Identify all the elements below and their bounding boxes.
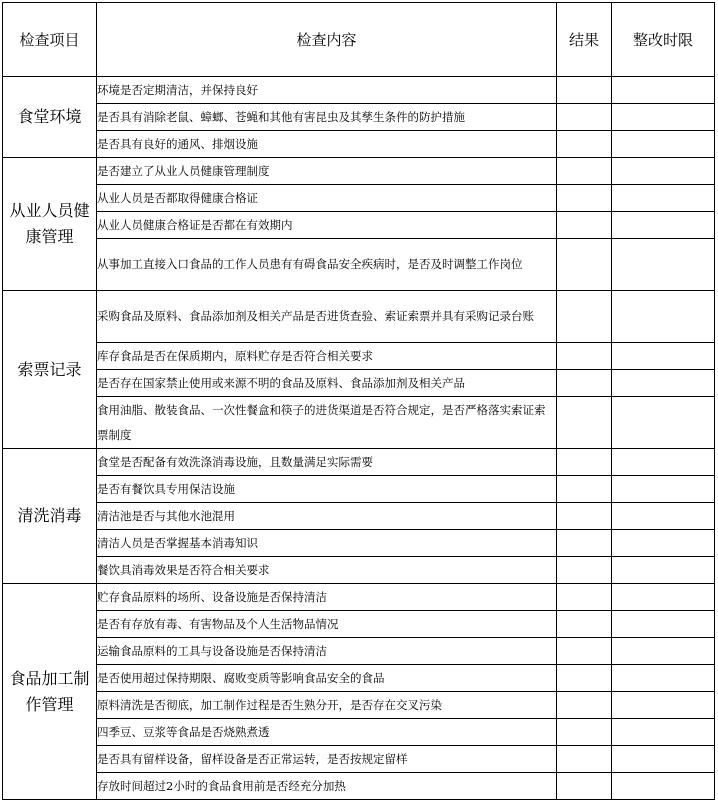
result-cell[interactable] bbox=[557, 638, 612, 665]
header-deadline: 整改时限 bbox=[612, 3, 715, 77]
content-cell: 环境是否定期清洁，并保持良好 bbox=[97, 77, 557, 104]
category-cell: 食堂环境 bbox=[3, 77, 97, 158]
deadline-cell[interactable] bbox=[612, 584, 715, 611]
content-cell: 是否具有良好的通风、排烟设施 bbox=[97, 131, 557, 158]
content-cell: 是否具有消除老鼠、蟑螂、苍蝇和其他有害昆虫及其孳生条件的防护措施 bbox=[97, 104, 557, 131]
content-cell: 是否建立了从业人员健康管理制度 bbox=[97, 158, 557, 185]
result-cell[interactable] bbox=[557, 719, 612, 746]
result-cell[interactable] bbox=[557, 503, 612, 530]
content-cell: 清洁人员是否掌握基本消毒知识 bbox=[97, 530, 557, 557]
category-cell: 清洗消毒 bbox=[3, 449, 97, 584]
deadline-cell[interactable] bbox=[612, 370, 715, 397]
content-cell: 原料清洗是否彻底，加工制作过程是否生熟分开，是否存在交叉污染 bbox=[97, 692, 557, 719]
content-cell: 是否有存放有毒、有害物品及个人生活物品情况 bbox=[97, 611, 557, 638]
table-row bbox=[3, 746, 715, 773]
result-cell[interactable] bbox=[557, 476, 612, 503]
category-cell: 索票记录 bbox=[3, 291, 97, 449]
deadline-cell[interactable] bbox=[612, 158, 715, 185]
header-result: 结果 bbox=[557, 3, 612, 77]
deadline-cell[interactable] bbox=[612, 185, 715, 212]
content-cell: 存放时间超过2小时的食品食用前是否经充分加热 bbox=[97, 773, 557, 800]
table-row bbox=[3, 343, 715, 370]
table-row bbox=[3, 77, 715, 104]
table-row bbox=[3, 158, 715, 185]
result-cell[interactable] bbox=[557, 449, 612, 476]
table-row bbox=[3, 665, 715, 692]
deadline-cell[interactable] bbox=[612, 343, 715, 370]
table-row bbox=[3, 239, 715, 291]
table-row bbox=[3, 773, 715, 800]
result-cell[interactable] bbox=[557, 104, 612, 131]
deadline-cell[interactable] bbox=[612, 638, 715, 665]
result-cell[interactable] bbox=[557, 692, 612, 719]
table-row bbox=[3, 476, 715, 503]
result-cell[interactable] bbox=[557, 370, 612, 397]
deadline-cell[interactable] bbox=[612, 131, 715, 158]
table-row bbox=[3, 131, 715, 158]
deadline-cell[interactable] bbox=[612, 692, 715, 719]
result-cell[interactable] bbox=[557, 397, 612, 449]
content-cell: 是否有餐饮具专用保洁设施 bbox=[97, 476, 557, 503]
result-cell[interactable] bbox=[557, 158, 612, 185]
category-cell: 食品加工制作管理 bbox=[3, 584, 97, 800]
deadline-cell[interactable] bbox=[612, 77, 715, 104]
result-cell[interactable] bbox=[557, 665, 612, 692]
table-row bbox=[3, 212, 715, 239]
result-cell[interactable] bbox=[557, 212, 612, 239]
table-row bbox=[3, 291, 715, 343]
deadline-cell[interactable] bbox=[612, 530, 715, 557]
content-cell: 食用油脂、散装食品、一次性餐盒和筷子的进货渠道是否符合规定，是否严格落实索证索票制度 bbox=[97, 397, 557, 449]
content-cell: 四季豆、豆浆等食品是否烧熟煮透 bbox=[97, 719, 557, 746]
result-cell[interactable] bbox=[557, 584, 612, 611]
content-cell: 餐饮具消毒效果是否符合相关要求 bbox=[97, 557, 557, 584]
deadline-cell[interactable] bbox=[612, 476, 715, 503]
content-cell: 从业人员健康合格证是否都在有效期内 bbox=[97, 212, 557, 239]
table-row bbox=[3, 530, 715, 557]
category-cell: 从业人员健康管理 bbox=[3, 158, 97, 291]
header-content: 检查内容 bbox=[97, 3, 557, 77]
table-row bbox=[3, 719, 715, 746]
content-cell: 采购食品及原料、食品添加剂及相关产品是否进货查验、索证索票并具有采购记录台账 bbox=[97, 291, 557, 343]
content-cell: 库存食品是否在保质期内，原料贮存是否符合相关要求 bbox=[97, 343, 557, 370]
table-row bbox=[3, 611, 715, 638]
result-cell[interactable] bbox=[557, 530, 612, 557]
content-cell: 清洁池是否与其他水池混用 bbox=[97, 503, 557, 530]
content-cell: 是否存在国家禁止使用或来源不明的食品及原料、食品添加剂及相关产品 bbox=[97, 370, 557, 397]
result-cell[interactable] bbox=[557, 291, 612, 343]
inspection-sheet bbox=[2, 2, 715, 800]
deadline-cell[interactable] bbox=[612, 239, 715, 291]
content-cell: 从业人员是否都取得健康合格证 bbox=[97, 185, 557, 212]
result-cell[interactable] bbox=[557, 131, 612, 158]
deadline-cell[interactable] bbox=[612, 746, 715, 773]
content-cell: 从事加工直接入口食品的工作人员患有有碍食品安全疾病时，是否及时调整工作岗位 bbox=[97, 239, 557, 291]
deadline-cell[interactable] bbox=[612, 212, 715, 239]
table-row bbox=[3, 449, 715, 476]
table-row bbox=[3, 185, 715, 212]
result-cell[interactable] bbox=[557, 77, 612, 104]
deadline-cell[interactable] bbox=[612, 557, 715, 584]
deadline-cell[interactable] bbox=[612, 719, 715, 746]
result-cell[interactable] bbox=[557, 773, 612, 800]
result-cell[interactable] bbox=[557, 557, 612, 584]
table-row bbox=[3, 584, 715, 611]
table-row bbox=[3, 638, 715, 665]
header-row bbox=[3, 3, 715, 77]
table-row bbox=[3, 370, 715, 397]
header-item: 检查项目 bbox=[3, 3, 97, 77]
deadline-cell[interactable] bbox=[612, 773, 715, 800]
deadline-cell[interactable] bbox=[612, 291, 715, 343]
result-cell[interactable] bbox=[557, 611, 612, 638]
table-row bbox=[3, 503, 715, 530]
deadline-cell[interactable] bbox=[612, 503, 715, 530]
content-cell: 食堂是否配备有效洗涤消毒设施，且数量满足实际需要 bbox=[97, 449, 557, 476]
table-row bbox=[3, 692, 715, 719]
deadline-cell[interactable] bbox=[612, 611, 715, 638]
table-row bbox=[3, 557, 715, 584]
content-cell: 是否使用超过保持期限、腐败变质等影响食品安全的食品 bbox=[97, 665, 557, 692]
deadline-cell[interactable] bbox=[612, 397, 715, 449]
content-cell: 贮存食品原料的场所、设备设施是否保持清洁 bbox=[97, 584, 557, 611]
content-cell: 是否具有留样设备，留样设备是否正常运转，是否按规定留样 bbox=[97, 746, 557, 773]
table-row bbox=[3, 104, 715, 131]
content-cell: 运输食品原料的工具与设备设施是否保持清洁 bbox=[97, 638, 557, 665]
deadline-cell[interactable] bbox=[612, 665, 715, 692]
inspection-checklist-table bbox=[2, 2, 715, 800]
result-cell[interactable] bbox=[557, 343, 612, 370]
result-cell[interactable] bbox=[557, 185, 612, 212]
result-cell[interactable] bbox=[557, 746, 612, 773]
table-row bbox=[3, 397, 715, 449]
deadline-cell[interactable] bbox=[612, 449, 715, 476]
result-cell[interactable] bbox=[557, 239, 612, 291]
deadline-cell[interactable] bbox=[612, 104, 715, 131]
